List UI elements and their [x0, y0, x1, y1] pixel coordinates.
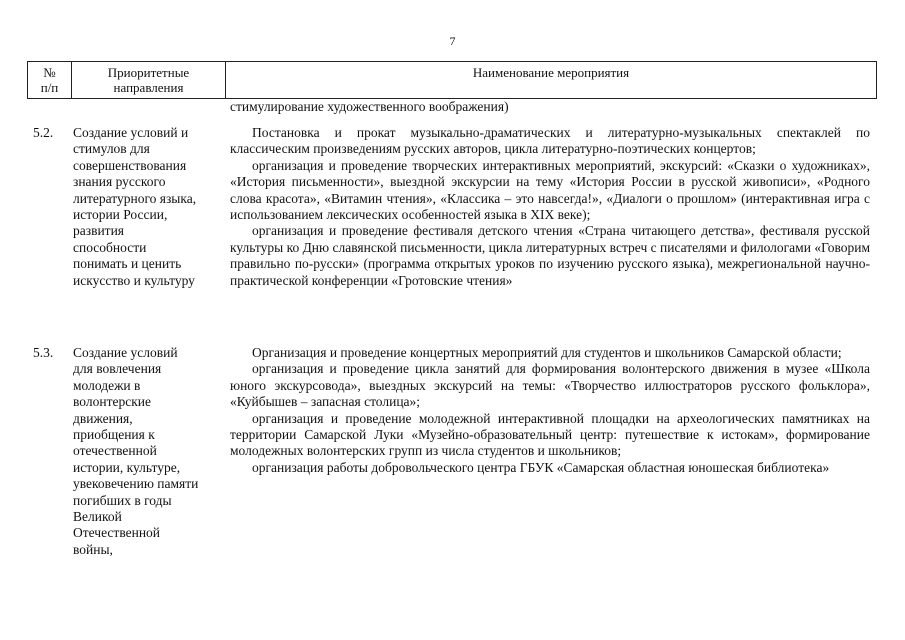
event-paragraph: организация и проведение творческих интерактивных мероприятий, экскурсий: «Сказки о художниках», «История письменности», выездной экскурсии на тему «История России в русской живописи», «Родного слова красота», «Витамин чтения», «Классика – это навсегда!», «Диалоги о прошлом» (интерактивная игра с использованием лексических особенностей языка в XIX веке); [230, 157, 870, 223]
event-paragraph: организация и проведение молодежной интерактивной площадки на археологических памятниках на территории Самарской Луки «Музейно-образовательный центр: путешествие к истокам», формирование молодежных волонтерских групп из числа студентов и школьников; [230, 410, 870, 459]
header-direction-column [72, 62, 226, 98]
row-number: 5.3. [33, 345, 54, 360]
row-number: 5.2. [33, 125, 54, 140]
row-direction [73, 125, 223, 289]
direction-line: истории, культуре, [73, 459, 181, 475]
header-number-line: № [43, 65, 56, 80]
direction-line: знания русского [73, 174, 166, 190]
direction-line: совершенствования [73, 157, 187, 173]
header-event-name-column: Наименование мероприятия [472, 65, 630, 80]
direction-line: увековечению памяти [73, 476, 199, 492]
row-direction [73, 345, 223, 558]
header-number-line: п/п [40, 80, 59, 95]
direction-line: Создание условий [73, 345, 178, 360]
direction-line: способности [73, 239, 147, 255]
page-number: 7 [449, 34, 456, 48]
direction-line: понимать и ценить [73, 256, 182, 272]
direction-line: отечественной [73, 443, 157, 459]
direction-line: для вовлечения [73, 361, 162, 377]
header-direction-line: Приоритетные [107, 65, 190, 80]
event-paragraph: организация и проведение цикла занятий для формирования волонтерского движения в музее «Школа юного экскурсовода», выездных экскурсий на темы: «Творчество иллюстраторов русского фольклора», «Куйбышев – запасная столица»; [230, 361, 870, 410]
event-paragraph: организация работы добровольческого центра ГБУК «Самарская областная юношеская библиотека» [252, 459, 830, 475]
direction-line: развития [73, 223, 125, 239]
header-number-column [28, 62, 72, 98]
event-paragraph: Организация и проведение концертных мероприятий для студентов и школьников Самарской области; [252, 345, 842, 360]
table-header [27, 61, 877, 99]
direction-line: Отечественной [73, 525, 161, 541]
direction-line: Создание условий и [73, 125, 189, 140]
direction-line: войны, [73, 541, 113, 557]
direction-line: искусство и культуру [73, 272, 195, 288]
header-direction-line: направления [113, 80, 184, 95]
direction-line: литературного языка, [73, 190, 197, 206]
direction-line: Великой [73, 509, 122, 525]
continuation-text: стимулирование художественного воображения) [230, 99, 509, 114]
direction-line: погибших в годы [73, 492, 172, 508]
direction-line: молодежи в [73, 377, 141, 393]
row-event-list [230, 125, 870, 289]
direction-line: стимулов для [73, 141, 150, 157]
direction-line: движения, [73, 410, 133, 426]
event-paragraph: Постановка и прокат музыкально-драматических и литературно-музыкальных спектаклей по классическим произведениям русских авторов, цикла литературно-поэтических концертов; [230, 125, 870, 157]
direction-line: истории России, [73, 207, 168, 223]
row-event-list [230, 345, 870, 476]
direction-line: волонтерские [73, 394, 151, 410]
direction-line: приобщения к [73, 427, 155, 443]
event-paragraph: организация и проведение фестиваля детского чтения «Страна читающего детства», фестиваля русской культуры ко Дню славянской письменности, цикла литературных встреч с писателями и филологами «Говорим правильно по-русски» (программа открытых уроков по изучению русского языка), межрегиональной научно-практической конференции «Гротовские чтения» [230, 223, 870, 288]
